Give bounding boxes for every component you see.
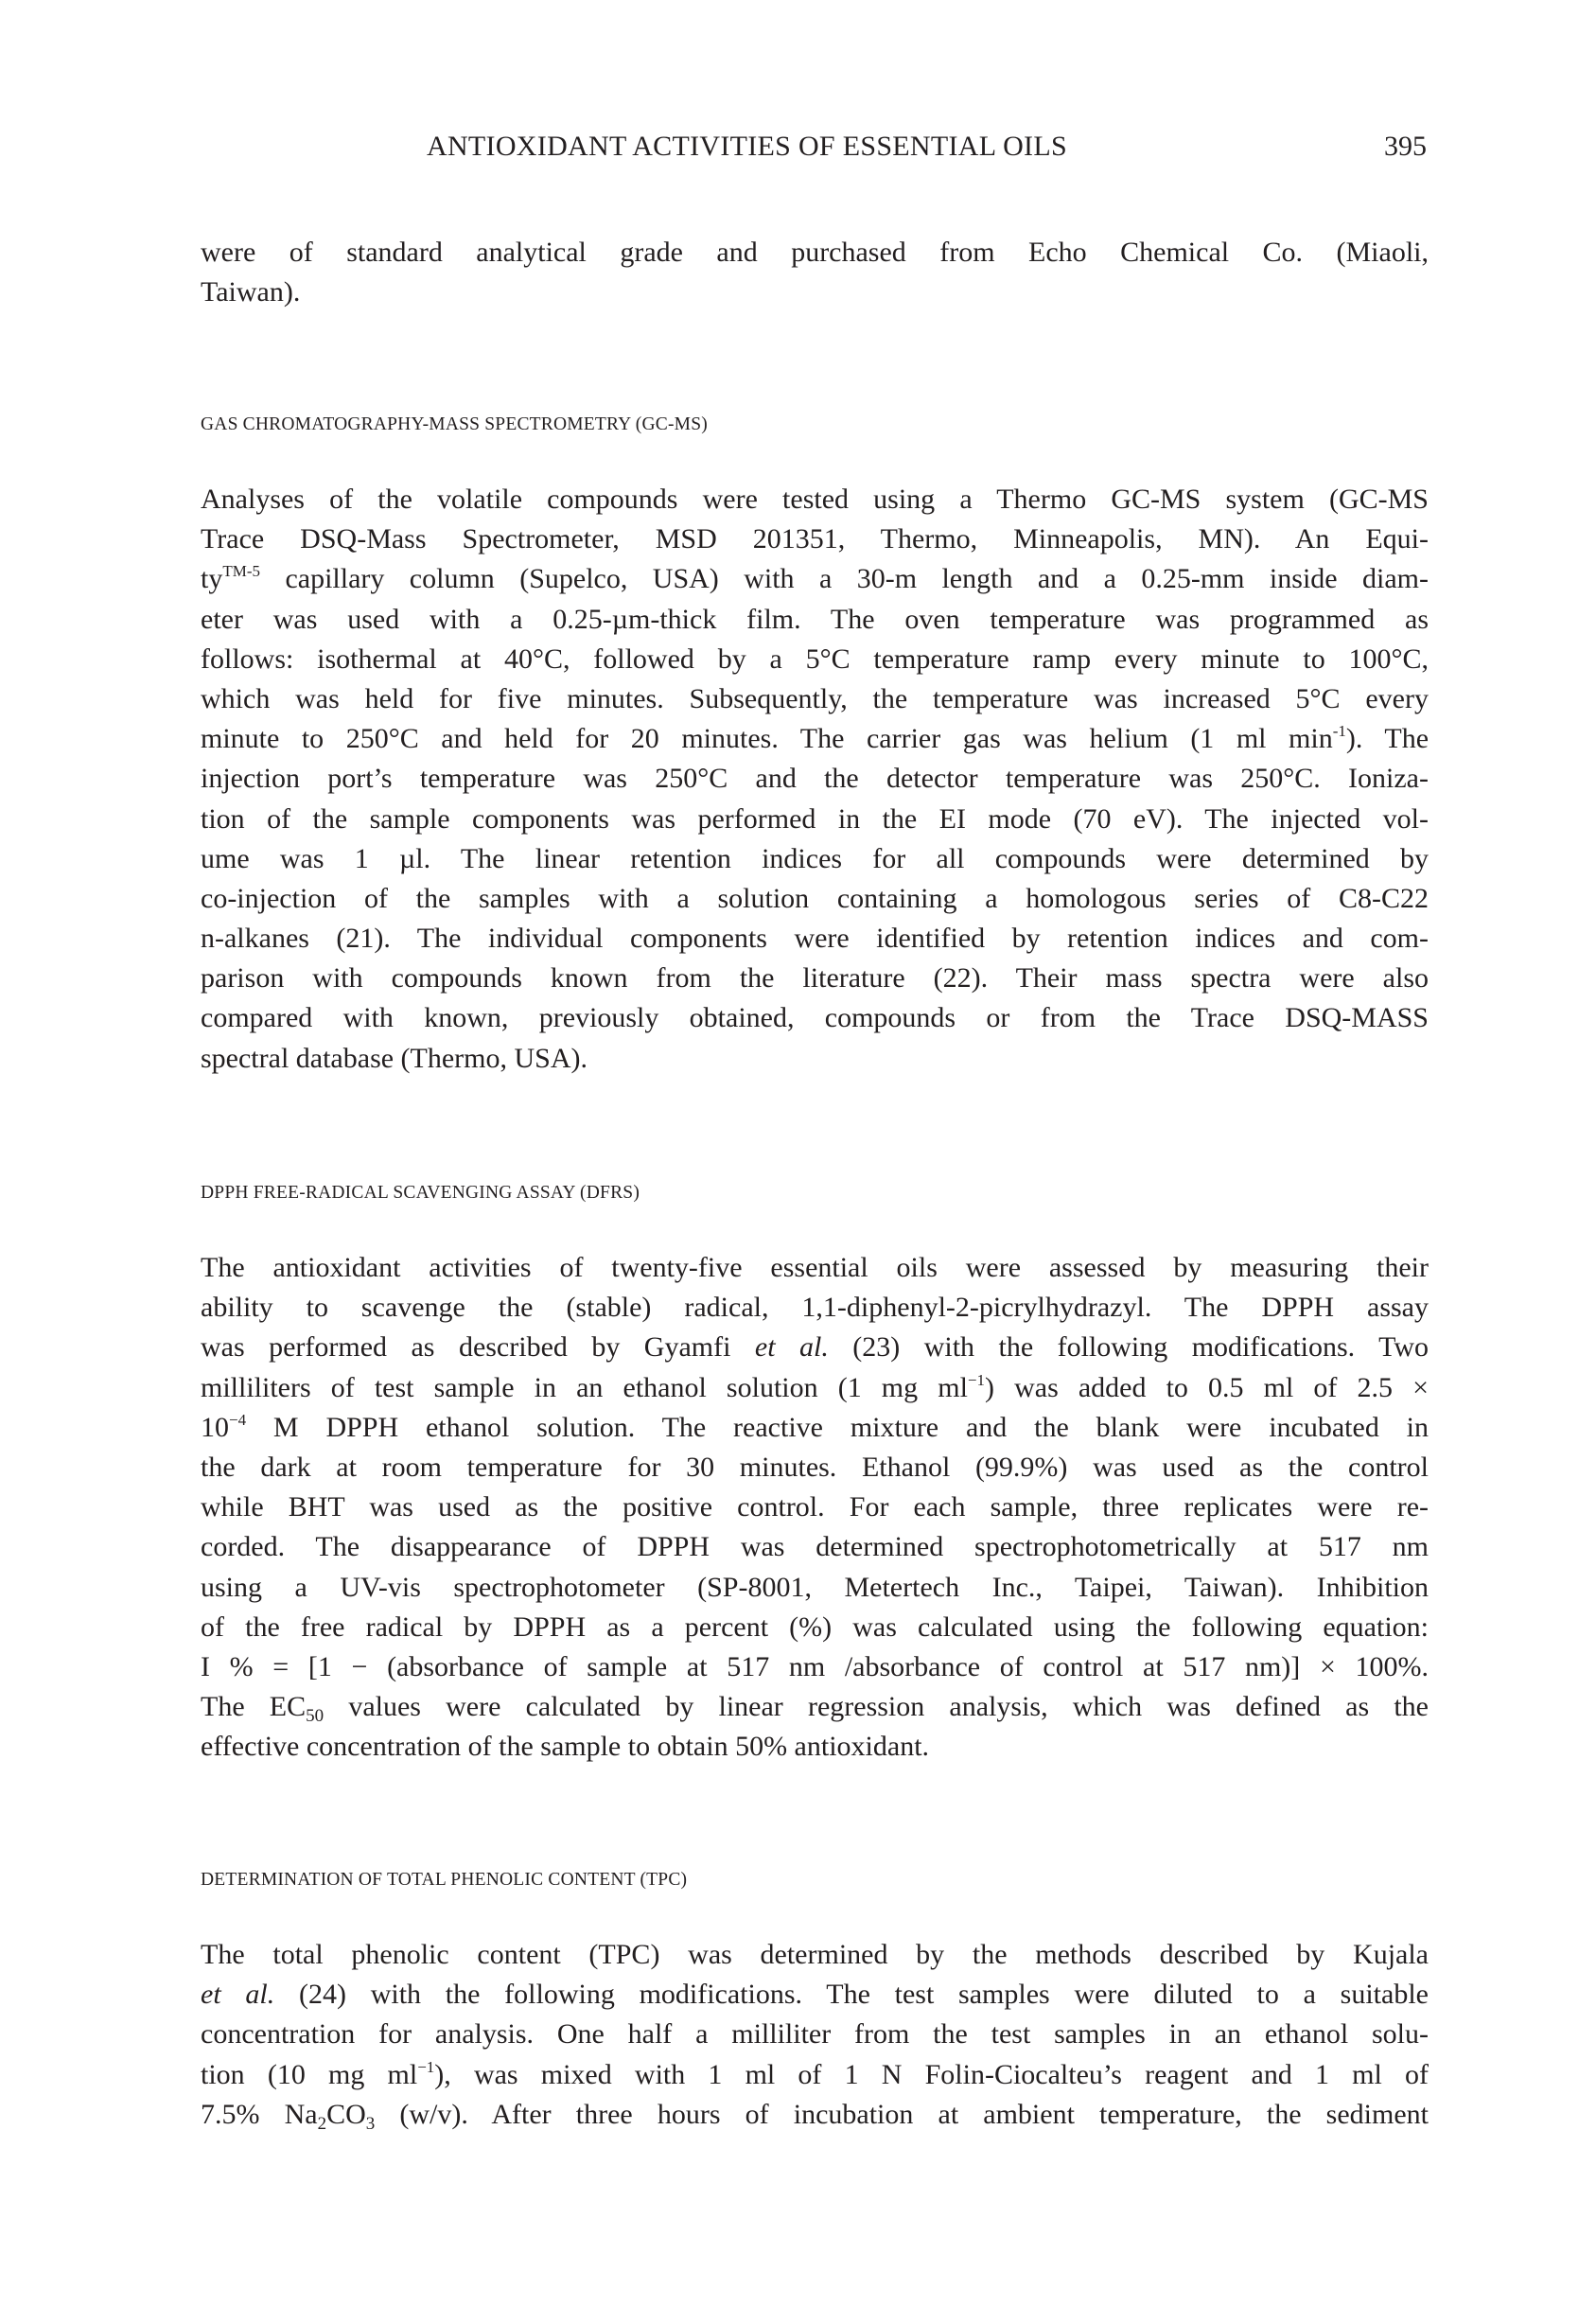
subscript: 2 [317,2113,327,2134]
text-line [201,1568,1429,1608]
superscript: TM-5 [222,562,261,581]
text-run: Analyses of the volatile compounds were tested using a Thermo GC-MS system (GC-MS [201,484,1429,515]
text-line [201,1408,1429,1448]
text-line [201,759,1429,799]
text-line [201,273,1429,312]
subscript: 3 [365,2113,376,2134]
text-line [201,1527,1429,1567]
running-title: ANTIOXIDANT ACTIVITIES OF ESSENTIAL OILS [427,131,1067,162]
section-heading-dpph: DPPH FREE-RADICAL SCAVENGING ASSAY (DFRS) [201,1183,640,1203]
italic-text: et al. [201,1979,275,2011]
text-run: Trace DSQ-Mass Spectrometer, MSD 201351, Thermo, Minneapolis, MN). An Equi- [201,523,1429,555]
text-line [201,519,1429,559]
text-line [201,800,1429,839]
superscript: −1 [967,1370,985,1389]
text-run: ty [201,563,223,595]
text-line [201,719,1429,759]
text-line [201,559,1429,599]
italic-text: et al. [754,1331,829,1364]
text-run: I % = [1 − (absorbance of sample at 517 nm /absorbance of control at 517 nm)] × 100%. [201,1650,1429,1682]
superscript: −1 [417,2057,435,2076]
text-line [201,959,1429,998]
text-line [201,2055,1429,2095]
text-line [201,1288,1429,1328]
text-run: spectral database (Thermo, USA). [201,1042,588,1074]
text-line [201,2015,1429,2054]
text-line [201,640,1429,679]
text-line [201,1935,1429,1975]
text-run: (24) with the following modifications. The test samples were diluted to a suitable [274,1979,1429,2011]
text-run: 10 [201,1411,229,1443]
text-line [201,1727,1429,1767]
text-run: (23) with the following modifications. Two [828,1331,1429,1364]
text-run: while BHT was used as the positive control. For each sample, three replicates were re- [201,1491,1429,1523]
text-line [201,919,1429,959]
text-run: n-alkanes (21). The individual components were identified by retention indices and com- [201,923,1429,955]
text-run: (w/v). After three hours of incubation at ambient temperature, the sediment [375,2098,1429,2130]
text-run: co-injection of the samples with a solution containing a homologous series of C8-C22 [201,882,1429,914]
text-line [201,839,1429,879]
text-line [201,1608,1429,1647]
text-line [201,480,1429,519]
paragraph-gc-ms [201,480,1429,1079]
text-run: ). The [1345,723,1429,755]
text-run: milliliters of test sample in an ethanol solution (1 mg ml [201,1371,968,1403]
text-run: CO [326,2098,366,2130]
text-run: injection port’s temperature was 250°C and the detector temperature was 250°C. Ioniza- [201,763,1429,795]
text-run: M DPPH ethanol solution. The reactive mixture and the blank were incubated in [246,1411,1429,1443]
text-line [201,1039,1429,1079]
text-run: Taiwan). [201,276,301,308]
text-run: compared with known, previously obtained, compounds or from the Trace DSQ-MASS [201,1002,1429,1034]
text-line [201,1975,1429,2015]
text-line [201,600,1429,640]
paragraph-tpc [201,1935,1429,2135]
text-run: minute to 250°C and held for 20 minutes. The carrier gas was helium (1 ml min [201,723,1333,755]
text-run: ability to scavenge the (stable) radical, 1,1-diphenyl-2-picrylhydrazyl. The DPPH assay [201,1292,1429,1324]
text-line [201,1647,1429,1687]
text-run: 7.5% Na [201,2098,318,2130]
text-run: corded. The disappearance of DPPH was determined spectrophotometrically at 517 nm [201,1531,1429,1563]
text-run: ume was 1 µl. The linear retention indices for all compounds were determined by [201,842,1429,874]
text-run: parison with compounds known from the literature (22). Their mass spectra were also [201,962,1429,995]
text-line [201,1687,1429,1727]
text-line [201,1248,1429,1288]
text-run: ) was added to 0.5 ml of 2.5 × [985,1371,1429,1403]
text-line [201,2095,1429,2135]
paragraph-continued [201,233,1429,312]
text-run: was performed as described by Gyamfi [201,1331,755,1364]
text-run: using a UV-vis spectrophotometer (SP-8001, Metertech Inc., Taipei, Taiwan). Inhibition [201,1571,1429,1603]
text-run: tion (10 mg ml [201,2058,418,2090]
text-run: effective concentration of the sample to obtain 50% antioxidant. [201,1731,930,1763]
text-line [201,1368,1429,1408]
paragraph-dpph [201,1248,1429,1767]
superscript: −4 [229,1410,247,1429]
text-run: The EC [201,1691,307,1723]
text-line [201,1448,1429,1487]
text-run: eter was used with a 0.25-µm-thick film. The oven temperature was programmed as [201,603,1429,635]
text-run: The total phenolic content (TPC) was determined by the methods described by Kujala [201,1939,1429,1970]
text-run: The antioxidant activities of twenty-five essential oils were assessed by measuring their [201,1252,1429,1283]
text-line [201,879,1429,919]
text-line [201,998,1429,1038]
text-run: concentration for analysis. One half a milliliter from the test samples in an ethanol solu- [201,2018,1429,2051]
text-run: values were calculated by linear regression analysis, which was defined as the [324,1691,1429,1723]
text-run: the dark at room temperature for 30 minutes. Ethanol (99.9%) was used as the control [201,1451,1429,1483]
text-run: ), was mixed with 1 ml of 1 N Folin-Ciocalteu’s reagent and 1 ml of [434,2058,1429,2090]
text-line [201,679,1429,719]
text-line [201,1328,1429,1367]
superscript: -1 [1332,722,1346,741]
text-run: capillary column (Supelco, USA) with a 30-m length and a 0.25-mm inside diam- [260,563,1429,595]
section-heading-tpc: DETERMINATION OF TOTAL PHENOLIC CONTENT (TPC) [201,1870,688,1890]
page-number: 395 [1384,131,1427,162]
section-heading-gc-ms: GAS CHROMATOGRAPHY-MASS SPECTROMETRY (GC-MS) [201,414,708,434]
text-run: were of standard analytical grade and purchased from Echo Chemical Co. (Miaoli, [201,237,1429,268]
text-line [201,1487,1429,1527]
text-line [201,233,1429,273]
text-run: tion of the sample components was performed in the EI mode (70 eV). The injected vol- [201,802,1429,835]
text-run: follows: isothermal at 40°C, followed by a 5°C temperature ramp every minute to 100°C, [201,643,1429,675]
text-run: of the free radical by DPPH as a percent (%) was calculated using the following equation: [201,1611,1429,1643]
subscript: 50 [306,1706,324,1727]
text-run: which was held for five minutes. Subsequently, the temperature was increased 5°C every [201,682,1429,714]
